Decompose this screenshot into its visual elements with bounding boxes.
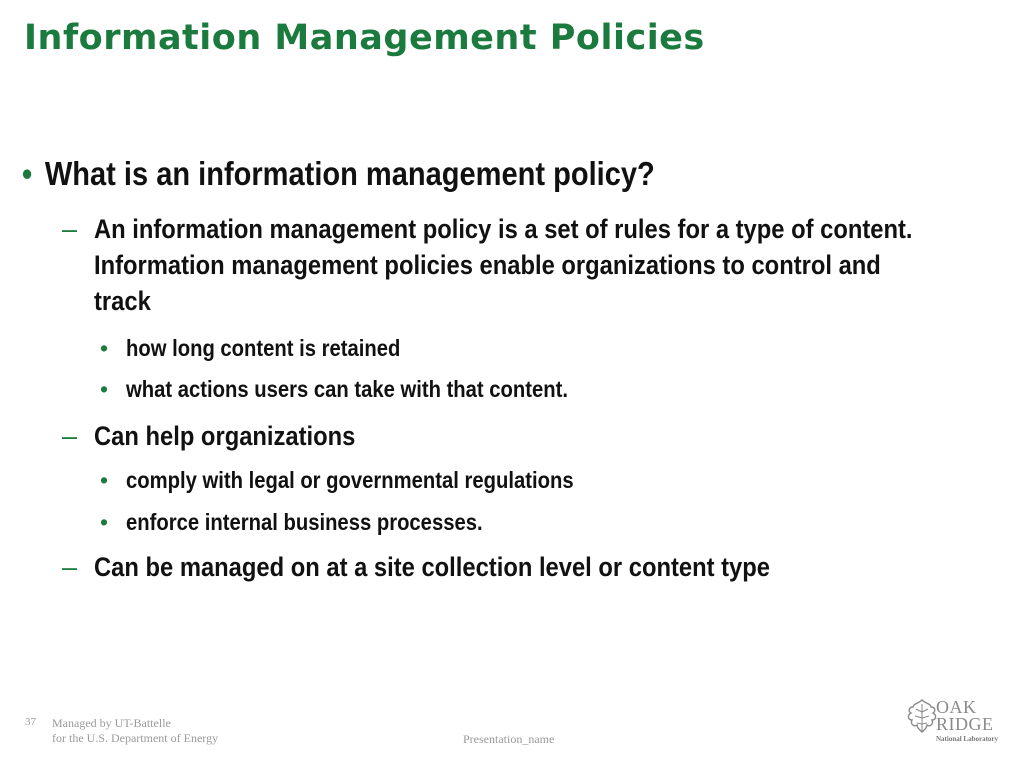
logo-subtitle: National Laboratory [936,735,999,743]
subbullet-managed-text: Can be managed on at a site collection level or content type [94,552,771,582]
bullet-marker: • [100,509,109,535]
subbullet-help [62,418,1024,454]
subbullet-definition-text: An information management policy is a set of rules for a type of content. Information management policies enable organizations to control and track [94,214,913,316]
subbullet-help-text: Can help organizations [94,421,356,451]
subsubbullet-comply-text: comply with legal or governmental regulations [126,467,574,493]
dash-marker: – [62,552,78,582]
logo-ridge-text: RIDGE [936,714,994,734]
bullet-marker: • [100,335,109,361]
bullet-marker: • [100,376,109,402]
subsubbullet-retention [100,333,438,363]
bullet-marker: • [22,155,33,192]
dash-marker: – [62,421,78,451]
footer-managed-line1: Managed by UT-Battelle [52,716,171,730]
logo-oak-text: OAK [936,697,977,717]
bullet-marker: • [100,467,109,493]
ornl-logo [906,694,1006,750]
footer-managed-by [52,716,218,746]
subsubbullet-enforce [100,507,531,537]
subsubbullet-actions-text: what actions users can take with that content. [126,376,569,402]
subsubbullet-enforce-text: enforce internal business processes. [126,509,483,535]
subbullet-definition [62,211,1024,319]
bullet-question-text: What is an information management policy? [44,155,655,192]
slide-number: 37 [25,716,36,728]
subsubbullet-actions [100,374,628,404]
subbullet-managed [62,549,1024,585]
footer-managed-line2: for the U.S. Department of Energy [52,731,219,745]
footer-presentation-name: Presentation_name [463,732,555,746]
subsubbullet-comply [100,465,635,495]
subsubbullet-retention-text: how long content is retained [126,335,401,361]
slide-title: Information Management Policies [24,18,705,58]
oak-leaf-icon [906,698,938,734]
dash-marker: – [62,214,78,244]
bullet-question [22,154,655,194]
